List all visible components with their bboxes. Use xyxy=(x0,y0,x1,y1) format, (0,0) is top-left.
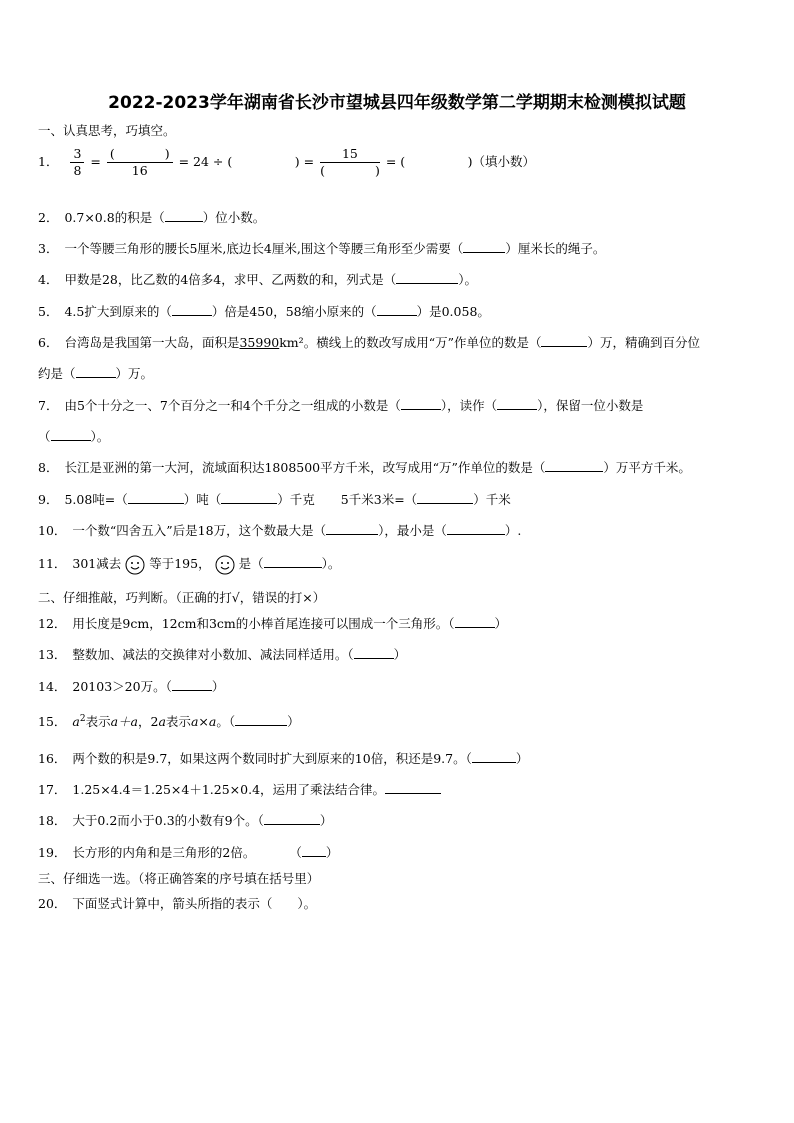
answer-blank[interactable] xyxy=(172,303,212,316)
page-title: 2022-2023学年湖南省长沙市望城县四年级数学第二学期期末检测模拟试题 xyxy=(108,93,686,113)
answer-blank[interactable] xyxy=(264,555,322,568)
question-17: 17． 1.25×4.4＝1.25×4＋1.25×0.4，运用了乘法结合律。 xyxy=(38,780,441,798)
answer-blank[interactable] xyxy=(396,271,458,284)
answer-blank[interactable] xyxy=(51,428,91,441)
answer-blank[interactable] xyxy=(472,750,516,763)
fraction-3-8: $\frac{3}{8}$ xyxy=(70,146,84,179)
section-2-heading: 二、仔细推敲，巧判断。（正确的打√，错误的打×） xyxy=(38,590,326,605)
answer-blank[interactable] xyxy=(76,365,116,378)
question-14: 14． 20103＞20万。（ ） xyxy=(38,679,225,694)
answer-blank[interactable] xyxy=(377,303,417,316)
section-1-heading: 一、认真思考，巧填空。 xyxy=(38,123,176,138)
question-7-cont: （ ）。 xyxy=(38,429,110,444)
answer-blank[interactable] xyxy=(165,209,203,222)
answer-blank[interactable] xyxy=(417,491,473,504)
fraction-blank-16: $\frac{( )}{16}$ xyxy=(107,146,173,179)
question-7: 7． 由5个十分之一、7个百分之一和4个千分之一组成的小数是（ ），读作（ ），保留一位小数是 xyxy=(38,398,644,413)
answer-blank[interactable] xyxy=(172,678,212,691)
question-3: 3． 一个等腰三角形的腰长5厘米,底边长4厘米,围这个等腰三角形至少需要（ ）厘米长的绳子。 xyxy=(38,241,606,256)
answer-blank[interactable] xyxy=(264,812,320,825)
question-11: 11． 301减去 等于195， 是（ ）。 xyxy=(38,554,340,575)
question-6-cont: 约是（ ）万。 xyxy=(38,366,154,381)
answer-blank[interactable] xyxy=(463,240,505,253)
answer-blank[interactable] xyxy=(128,491,184,504)
answer-blank[interactable] xyxy=(401,397,441,410)
answer-blank[interactable] xyxy=(235,713,287,726)
answer-blank[interactable] xyxy=(545,459,603,472)
smiley-face-icon xyxy=(125,555,145,575)
question-19: 19． 长方形的内角和是三角形的2倍。 （ ） xyxy=(38,845,339,860)
question-9: 9． 5.08吨=（ ）吨（ ）千克 5千米3米=（ ）千米 xyxy=(38,492,511,507)
question-15: 15． $a^2$表示a＋a，2a表示a×a。（ ） xyxy=(38,713,300,729)
question-5: 5． 4.5扩大到原来的（ ）倍是450，58缩小原来的（ ）是0.058。 xyxy=(38,304,490,319)
question-16: 16． 两个数的积是9.7，如果这两个数同时扩大到原来的10倍，积还是9.7。（ ） xyxy=(38,751,529,766)
question-10: 10． 一个数“四舍五入”后是18万，这个数最大是（ ），最小是（ ）. xyxy=(38,523,522,538)
section-3-heading: 三、仔细选一选。（将正确答案的序号填在括号里） xyxy=(38,871,320,886)
question-12: 12． 用长度是9cm，12cm和3cm的小棒首尾连接可以围成一个三角形。（ ） xyxy=(38,616,508,631)
question-1: 1． $\frac{3}{8}$ = $\frac{( )}{16}$ = 24 ÷ ( ) = $\frac{15}{( )}$ = ( )（填小数） xyxy=(38,146,536,178)
question-8: 8． 长江是亚洲的第一大河，流域面积达1808500平方千米，改写成用“万”作单位的数是（ ）万平方千米。 xyxy=(38,460,691,475)
underlined-number: 35990 xyxy=(239,335,280,350)
answer-blank[interactable] xyxy=(221,491,277,504)
answer-blank[interactable] xyxy=(385,781,441,794)
smiley-face-icon xyxy=(215,555,235,575)
question-20: 20． 下面竖式计算中，箭头所指的表示（ ）。 xyxy=(38,896,317,911)
question-13: 13． 整数加、减法的交换律对小数加、减法同样适用。（ ） xyxy=(38,647,407,662)
answer-blank[interactable] xyxy=(354,646,394,659)
answer-blank[interactable] xyxy=(302,844,326,857)
answer-blank[interactable] xyxy=(326,522,378,535)
answer-blank[interactable] xyxy=(541,334,587,347)
question-4: 4． 甲数是28，比乙数的4倍多4，求甲、乙两数的和，列式是（ ）。 xyxy=(38,272,478,287)
fraction-15-blank: $\frac{15}{( )}$ xyxy=(320,146,380,178)
question-18: 18． 大于0.2而小于0.3的小数有9个。（ ） xyxy=(38,813,333,828)
question-6: 6． 台湾岛是我国第一大岛，面积是35990km²。横线上的数改写成用“万”作单位的数是（ ）万，精确到百分位 xyxy=(38,335,700,350)
question-2: 2． 0.7×0.8的积是（ ）位小数。 xyxy=(38,210,266,225)
answer-blank[interactable] xyxy=(455,615,495,628)
answer-blank[interactable] xyxy=(447,522,505,535)
answer-blank[interactable] xyxy=(497,397,537,410)
